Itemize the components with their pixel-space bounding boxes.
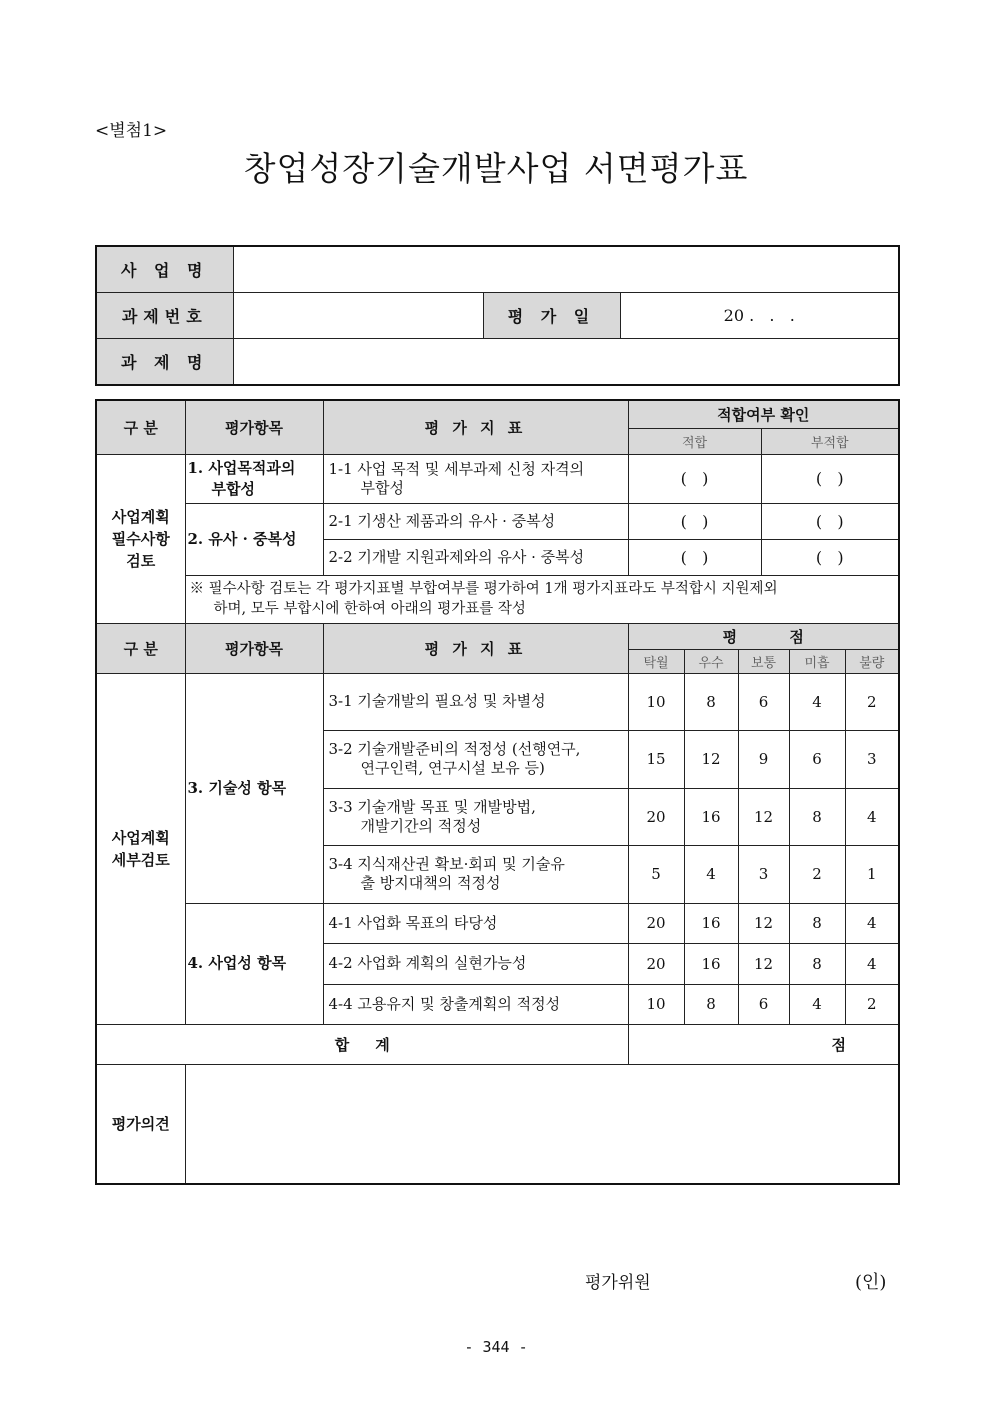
- item-technology: 3. 기술성 항목: [185, 673, 323, 903]
- score-cell[interactable]: 1: [845, 845, 899, 903]
- item-purpose-fit-line: 부합성: [211, 479, 255, 498]
- score-cell[interactable]: 10: [628, 673, 684, 730]
- detail-category-line: 세부검토: [111, 850, 170, 869]
- indicator-line: 연구인력, 연구시설 보유 등): [360, 759, 545, 777]
- score-cell[interactable]: 16: [684, 788, 738, 845]
- item-header: 평가항목: [185, 400, 323, 454]
- required-category-line: 검토: [126, 551, 156, 570]
- score-cell[interactable]: 6: [738, 984, 789, 1024]
- indicator-header-2: 평 가 지 표: [323, 623, 628, 673]
- score-cell[interactable]: 10: [628, 984, 684, 1024]
- indicator-2-1: 2-1 기생산 제품과의 유사 · 중복성: [323, 503, 628, 539]
- item-purpose-fit-line: 1. 사업목적과의: [187, 458, 296, 477]
- item-header-2: 평가항목: [185, 623, 323, 673]
- note-line: 하며, 모두 부합시에 한하여 아래의 평가표를 작성: [213, 601, 526, 617]
- item-purpose-fit: [185, 454, 323, 503]
- eval-date-label: 평 가 일: [483, 293, 620, 339]
- item-similarity: 2. 유사 · 중복성: [185, 503, 323, 575]
- score-cell[interactable]: 8: [684, 673, 738, 730]
- score-cell[interactable]: 6: [789, 730, 845, 788]
- seal-label: (인): [855, 1272, 887, 1293]
- total-score-field[interactable]: [628, 1024, 899, 1064]
- score-header: 평 점: [628, 623, 899, 649]
- unfit-check-2-1[interactable]: ( ): [761, 503, 899, 539]
- detail-category: [96, 673, 185, 1024]
- indicator-line: 출 방지대책의 적정성: [360, 874, 501, 892]
- division-header-2: 구 분: [96, 623, 185, 673]
- fit-check-header: 적합여부 확인: [628, 400, 899, 428]
- task-name-label: 과 제 명: [96, 339, 233, 386]
- score-cell[interactable]: 15: [628, 730, 684, 788]
- indicator-line: 개발기간의 적정성: [360, 816, 482, 835]
- score-cell[interactable]: 4: [845, 903, 899, 943]
- indicator-3-4: [323, 845, 628, 903]
- indicator-2-2: 2-2 기개발 지원과제와의 유사 · 중복성: [323, 539, 628, 575]
- score-cell[interactable]: 12: [738, 903, 789, 943]
- score-cell[interactable]: 16: [684, 903, 738, 943]
- score-cell[interactable]: 9: [738, 730, 789, 788]
- score-cell[interactable]: 2: [789, 845, 845, 903]
- score-cell[interactable]: 12: [738, 943, 789, 984]
- evaluation-table: [95, 399, 900, 1185]
- score-cell[interactable]: 8: [684, 984, 738, 1024]
- detail-category-line: 사업계획: [111, 828, 170, 847]
- score-cell[interactable]: 8: [789, 903, 845, 943]
- fit-check-2-2[interactable]: ( ): [628, 539, 761, 575]
- grade-bad: 불량: [845, 649, 899, 673]
- grade-average: 보통: [738, 649, 789, 673]
- score-cell[interactable]: 4: [684, 845, 738, 903]
- score-cell[interactable]: 3: [738, 845, 789, 903]
- indicator-3-1: 3-1 기술개발의 필요성 및 차별성: [323, 673, 628, 730]
- grade-excellent: 탁월: [628, 649, 684, 673]
- score-cell[interactable]: 8: [789, 788, 845, 845]
- score-cell[interactable]: 4: [845, 943, 899, 984]
- score-cell[interactable]: 8: [789, 943, 845, 984]
- opinion-label: 평가의견: [96, 1064, 185, 1184]
- indicator-3-3: [323, 788, 628, 845]
- score-cell[interactable]: 5: [628, 845, 684, 903]
- opinion-field[interactable]: [185, 1064, 899, 1184]
- score-cell[interactable]: 4: [789, 984, 845, 1024]
- total-unit: 점: [831, 1035, 846, 1054]
- division-header: 구 분: [96, 400, 185, 454]
- task-number-field[interactable]: [233, 293, 483, 339]
- evaluator-label: 평가위원: [585, 1273, 651, 1293]
- total-label: 합 계: [96, 1024, 628, 1064]
- score-cell[interactable]: 6: [738, 673, 789, 730]
- indicator-line: 부합성: [360, 478, 404, 497]
- score-cell[interactable]: 4: [789, 673, 845, 730]
- project-name-field[interactable]: [233, 246, 899, 293]
- required-note: [185, 575, 899, 623]
- indicator-header: 평 가 지 표: [323, 400, 628, 454]
- score-cell[interactable]: 2: [845, 984, 899, 1024]
- grade-poor: 미흡: [789, 649, 845, 673]
- indicator-4-4: 4-4 고용유지 및 창출계획의 적정성: [323, 984, 628, 1024]
- attachment-label: <별첨1>: [95, 121, 168, 141]
- page-title: 창업성장기술개발사업 서면평가표: [243, 149, 749, 188]
- indicator-1-1: [323, 454, 628, 503]
- indicator-3-2: [323, 730, 628, 788]
- score-cell[interactable]: 20: [628, 903, 684, 943]
- fit-check-2-1[interactable]: ( ): [628, 503, 761, 539]
- indicator-4-2: 4-2 사업화 계획의 실현가능성: [323, 943, 628, 984]
- grade-good: 우수: [684, 649, 738, 673]
- note-line: ※ 필수사항 검토는 각 평가지표별 부합여부를 평가하여 1개 평가지표라도 부적합시 지원제외: [189, 581, 778, 597]
- project-name-label: 사 업 명: [96, 246, 233, 293]
- indicator-line: 3-2 기술개발준비의 적정성 (선행연구,: [328, 740, 581, 758]
- indicator-line: 3-4 지식재산권 확보·회피 및 기술유: [328, 855, 565, 873]
- score-cell[interactable]: 3: [845, 730, 899, 788]
- score-cell[interactable]: 20: [628, 943, 684, 984]
- fit-header: 적합: [628, 428, 761, 454]
- indicator-line: 1-1 사업 목적 및 세부과제 신청 자격의: [328, 459, 585, 478]
- fit-check-1-1[interactable]: ( ): [628, 454, 761, 503]
- project-info-table: [95, 245, 900, 386]
- score-cell[interactable]: 4: [845, 788, 899, 845]
- indicator-line: 3-3 기술개발 목표 및 개발방법,: [328, 797, 536, 816]
- unfit-check-1-1[interactable]: ( ): [761, 454, 899, 503]
- task-name-field[interactable]: [233, 339, 899, 386]
- score-cell[interactable]: 12: [684, 730, 738, 788]
- page-number: - 344 -: [464, 1338, 528, 1356]
- score-cell[interactable]: 2: [845, 673, 899, 730]
- indicator-4-1: 4-1 사업화 목표의 타당성: [323, 903, 628, 943]
- item-business: 4. 사업성 항목: [185, 903, 323, 1024]
- required-category: [96, 454, 185, 623]
- required-category-line: 사업계획: [111, 507, 170, 526]
- unfit-header: 부적합: [761, 428, 899, 454]
- score-cell[interactable]: 20: [628, 788, 684, 845]
- task-number-label: 과제번호: [96, 293, 233, 339]
- eval-date-field[interactable]: 20 . . .: [620, 293, 899, 339]
- score-cell[interactable]: 12: [738, 788, 789, 845]
- unfit-check-2-2[interactable]: ( ): [761, 539, 899, 575]
- required-category-line: 필수사항: [111, 529, 170, 548]
- score-cell[interactable]: 16: [684, 943, 738, 984]
